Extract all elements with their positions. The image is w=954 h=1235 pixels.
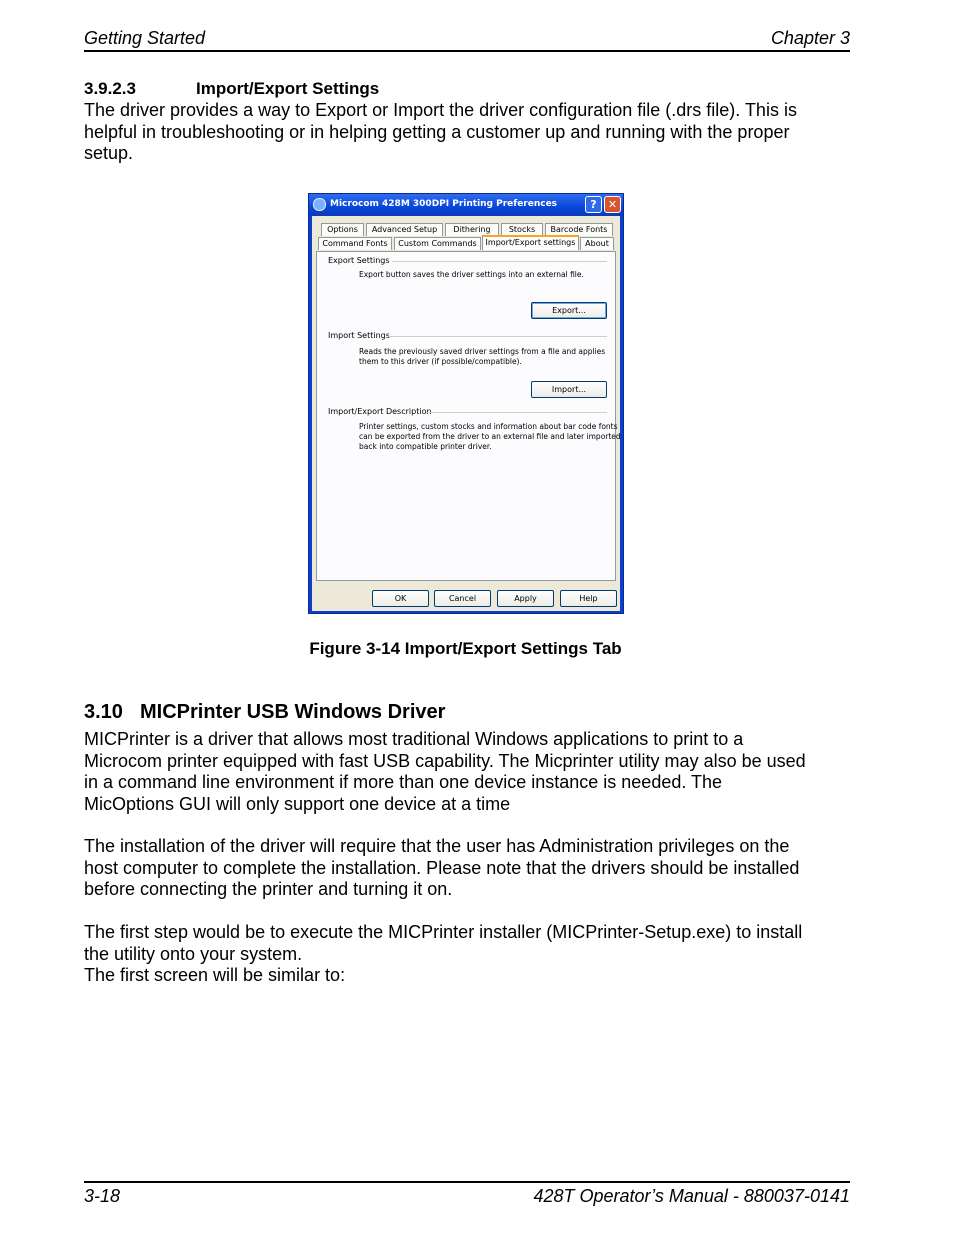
- tab-barcode-fonts[interactable]: Barcode Fonts: [545, 223, 613, 236]
- export-description: Export button saves the driver settings into an external file.: [359, 270, 584, 279]
- help-button[interactable]: Help: [560, 590, 617, 607]
- section-title: Import/Export Settings: [196, 79, 380, 98]
- export-settings-group-label: Export Settings: [328, 256, 390, 265]
- dialog-client: [312, 216, 620, 611]
- import-export-panel: [316, 251, 621, 581]
- header-left: Getting Started: [84, 28, 206, 48]
- tab-advanced-setup[interactable]: Advanced Setup: [366, 223, 443, 236]
- tab-custom-commands[interactable]: Custom Commands: [394, 237, 481, 250]
- dialog-titlebar: [309, 194, 623, 216]
- import-export-description-group-label: Import/Export Description: [328, 407, 432, 416]
- section2-paragraph-2: The installation of the driver will require that the user has Administration privileges on the host computer to complete the installation. Please note that the drivers should be installed before connecting the printer and turning it on.: [84, 836, 800, 899]
- section2-paragraph-3: The first step would be to execute the MICPrinter installer (MICPrinter-Setup.exe) to install the utility onto your system. The first screen will be similar to:: [84, 922, 803, 985]
- section2-number: 3.10: [84, 701, 123, 723]
- footer-page-number: 3-18: [84, 1186, 121, 1206]
- footer-rule: [84, 1181, 850, 1183]
- import-settings-group-label: Import Settings: [328, 331, 390, 340]
- printer-icon: [313, 198, 326, 211]
- section2-title: MICPrinter USB Windows Driver: [140, 701, 446, 723]
- import-button[interactable]: Import...: [531, 381, 607, 398]
- export-button[interactable]: Export...: [531, 302, 607, 319]
- close-icon[interactable]: ✕: [604, 196, 621, 213]
- tab-stocks[interactable]: Stocks: [501, 223, 543, 236]
- ok-button[interactable]: OK: [372, 590, 429, 607]
- header-right: Chapter 3: [770, 28, 850, 48]
- cancel-button[interactable]: Cancel: [434, 590, 491, 607]
- export-group-divider: [392, 261, 607, 262]
- help-icon[interactable]: ?: [585, 196, 602, 213]
- apply-button[interactable]: Apply: [497, 590, 554, 607]
- section-number: 3.9.2.3: [84, 79, 136, 98]
- import-group-divider: [389, 336, 607, 337]
- tab-dithering[interactable]: Dithering: [445, 223, 499, 236]
- description-group-divider: [426, 412, 607, 413]
- tab-options[interactable]: Options: [321, 223, 364, 236]
- import-description: Reads the previously saved driver settings from a file and applies them to this driver (if possible/compatible).: [359, 347, 606, 366]
- section2-paragraph-1: MICPrinter is a driver that allows most traditional Windows applications to print to a Microcom printer equipped with fast USB capability. The Micprinter utility may also be used in a command line environment if more than one device instance is needed. The MicOptions GUI will only support one device at a time: [84, 729, 806, 814]
- tab-command-fonts[interactable]: Command Fonts: [318, 237, 392, 250]
- tab-import-export-settings[interactable]: Import/Export settings: [482, 235, 579, 250]
- section1-paragraph: The driver provides a way to Export or Import the driver configuration file (.drs file). This is helpful in troubleshooting or in helping getting a customer up and running with the proper setup.: [84, 100, 797, 163]
- printing-preferences-dialog: [308, 193, 624, 614]
- figure-caption: Figure 3-14 Import/Export Settings Tab: [309, 639, 622, 658]
- header-rule: [84, 50, 850, 52]
- dialog-title: Microcom 428M 300DPI Printing Preferences: [330, 199, 558, 209]
- footer-manual-title: 428T Operator’s Manual - 880037-0141: [533, 1186, 850, 1206]
- tab-about[interactable]: About: [580, 237, 614, 250]
- import-export-description: Printer settings, custom stocks and information about bar code fonts can be exported from the driver to an external file and later imported back into compatible printer driver.: [359, 422, 621, 451]
